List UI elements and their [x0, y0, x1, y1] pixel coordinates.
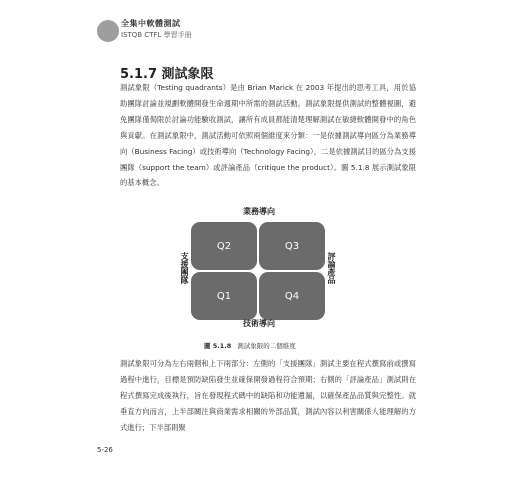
quadrant-q4: Q4 [259, 272, 325, 320]
figure-caption-text: 測試象限的二個維度 [237, 342, 296, 350]
paragraph-explanation: 測試象限可分為左右兩側和上下兩部分：左側的「支援團隊」測試主要在程式撰寫前或撰寫過程中進行，目標是預防缺陷發生並確保開發過程符合預期；右側的「評論產品」測試則在程式撰寫完成後執行，旨在發現程式碼中的缺陷和功能遺漏，以確保產品品質與完整性。就垂直方向而言，上半部關注與商業需求相關的外部品質，測試內容以利害關係人能理解的方式進行；下半部則聚 [120, 359, 416, 432]
paragraph-intro: 測試象限（Testing quadrants）是由 Brian Marick 在 2003 年提出的思考工具，用於協助團隊討論並規劃軟體開發生命週期中所需的測試活動。測試象限提供測試的整體視圖，避免團隊僅侷限於討論功能驗收測試，讓所有成員都能清楚理解測試在敏捷軟體開發中的角色與貢獻。在測試象限中，測試活動可依照兩個維度來分類：一是依據測試導向區分為業務導向（Business Facing）或技術導向（Technology Facing），二是依據測試目的區分為支援團隊（support the team）或評論產品（critique the product）。圖 5.1.8 展示測試象限的基本概念。 [120, 83, 416, 188]
axis-label-bottom: 技術導向 [243, 319, 275, 328]
header-circle-decoration [97, 20, 119, 42]
book-title: 全集中軟體測試 [121, 19, 181, 28]
section-title: 5.1.7 測試象限 [120, 67, 214, 82]
testing-quadrants-figure [176, 206, 342, 336]
figure-caption [204, 341, 296, 350]
quadrant-q2: Q2 [191, 222, 257, 270]
quadrant-q3: Q3 [259, 222, 325, 270]
figure-caption-number: 圖 5.1.8 [204, 342, 232, 350]
quadrant-q1: Q1 [191, 272, 257, 320]
page-number: 5-26 [97, 446, 113, 454]
axis-label-right: 評論產品 [327, 252, 336, 284]
axis-label-top: 業務導向 [243, 207, 275, 216]
book-subtitle: ISTQB CTFL 學習手冊 [121, 31, 192, 39]
axis-label-left: 支援團隊 [180, 252, 189, 284]
